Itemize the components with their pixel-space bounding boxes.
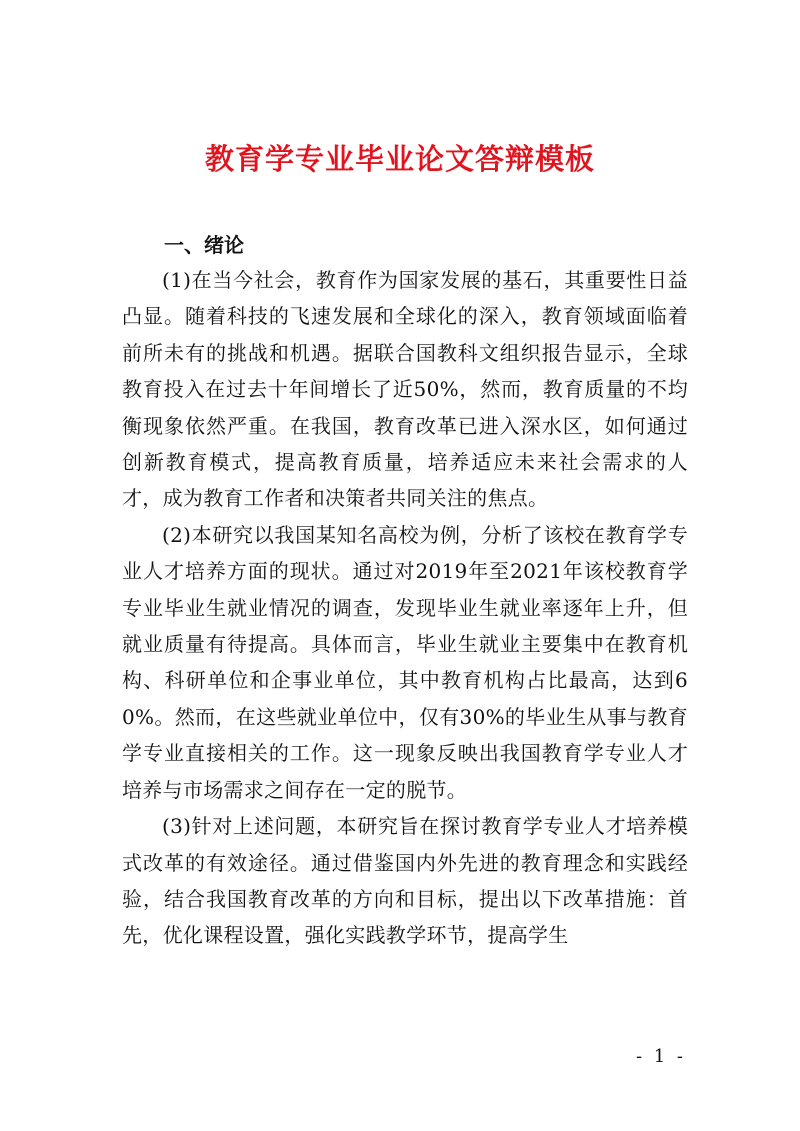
paragraph-1: (1)在当今社会，教育作为国家发展的基石，其重要性日益凸显。随着科技的飞速发展和全球化的深入，教育领域面临着前所未有的挑战和机遇。据联合国教科文组织报告显示，全球教育投入在过去十年间增长了近50%，然而，教育质量的不均衡现象依然严重。在我国，教育改革已进入深水区，如何通过创新教育模式，提高教育质量，培养适应未来社会需求的人才，成为教育工作者和决策者共同关注的焦点。 <box>122 268 688 511</box>
paragraph-3: (3)针对上述问题，本研究旨在探讨教育学专业人才培养模式改革的有效途径。通过借鉴国内外先进的教育理念和实践经验，结合我国教育改革的方向和目标，提出以下改革措施：首先，优化课程设置，强化实践教学环节，提高学生 <box>122 814 688 948</box>
document-body <box>122 228 688 954</box>
document-title: 教育学专业毕业论文答辩模板 <box>204 142 595 176</box>
section-heading: 一、绪论 <box>164 233 244 257</box>
paragraph-2: (2)本研究以我国某知名高校为例，分析了该校在教育学专业人才培养方面的现状。通过对2019年至2021年该校教育学专业毕业生就业情况的调查，发现毕业生就业率逐年上升，但就业质量有待提高。具体而言，毕业生就业主要集中在教育机构、科研单位和企事业单位，其中教育机构占比最高，达到60%。然而，在这些就业单位中，仅有30%的毕业生从事与教育学专业直接相关的工作。这一现象反映出我国教育学专业人才培养与市场需求之间存在一定的脱节。 <box>122 522 688 802</box>
page-number: - 1 - <box>635 1046 686 1067</box>
